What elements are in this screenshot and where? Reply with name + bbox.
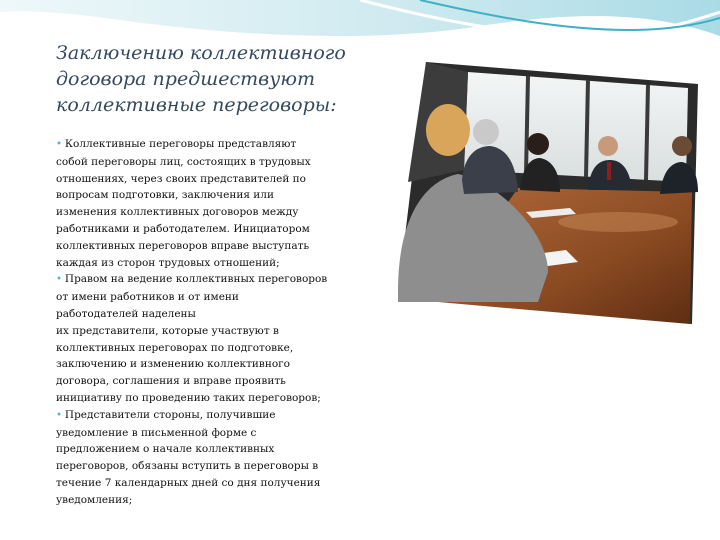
paragraph-line: договора, соглашения и вправе проявить: [56, 375, 286, 388]
paragraph-line: переговоров, обязаны вступить в переговоры в: [56, 460, 319, 473]
paragraph-line: отношениях, через своих представителей по: [56, 172, 306, 185]
paragraph-line: собой переговоры лиц, состоящих в трудовых: [56, 155, 311, 168]
bullet-paragraph: [56, 407, 376, 509]
bullet-paragraph: [56, 271, 376, 406]
paragraph-line: уведомления;: [56, 493, 133, 506]
paragraph-line: каждая из сторон трудовых отношений;: [56, 256, 280, 269]
paragraph-line: • Коллективные переговоры представляют: [56, 138, 297, 150]
paragraph-line: • Представители стороны, получившие: [56, 408, 276, 421]
title-line: коллективные переговоры:: [56, 94, 337, 116]
bullet-icon: •: [56, 274, 62, 286]
bullet-icon: •: [56, 409, 62, 421]
paragraph-line: от имени работников и от имени: [56, 291, 239, 304]
title-line: Заключению коллективного: [56, 42, 346, 64]
paragraph-line: работниками и работодателем. Инициатором: [56, 222, 310, 235]
paragraph-line: заключению и изменению коллективного: [56, 358, 290, 371]
paragraph-line: вопросам подготовки, заключения или: [56, 189, 274, 202]
paragraph-line: предложением о начале коллективных: [56, 443, 275, 456]
paragraph-line: • Правом на ведение коллективных переговоров: [56, 273, 328, 286]
slide-body: [56, 136, 376, 509]
bullet-paragraph: [56, 136, 376, 271]
business-meeting-photo: [398, 62, 698, 324]
title-line: договора предшествуют: [56, 68, 315, 90]
paragraph-line: их представители, которые участвуют в: [56, 324, 279, 337]
paragraph-line: инициативу по проведению таких переговоров;: [56, 391, 321, 404]
paragraph-line: течение 7 календарных дней со дня получения: [56, 476, 321, 489]
paragraph-line: изменения коллективных договоров между: [56, 206, 299, 219]
paragraph-line: работодателей наделены: [56, 307, 196, 320]
bullet-icon: •: [56, 139, 62, 150]
paragraph-line: уведомление в письменной форме с: [56, 426, 257, 439]
slide-title: [56, 40, 386, 118]
paragraph-line: коллективных переговоров вправе выступать: [56, 239, 310, 252]
paragraph-line: коллективных переговорах по подготовке,: [56, 341, 294, 354]
